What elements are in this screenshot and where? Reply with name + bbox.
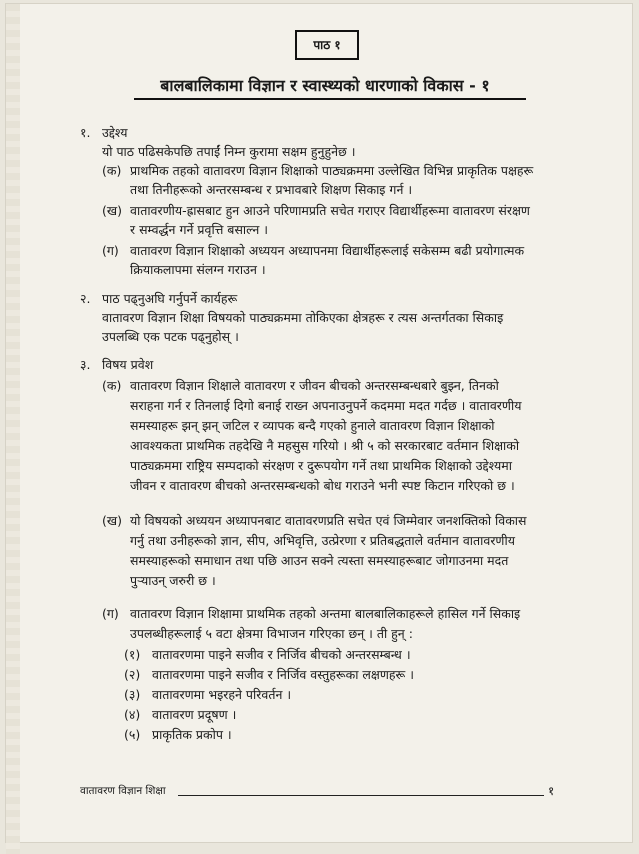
section-number: १. [80, 125, 91, 140]
learning-area-item: वातावरणमा पाइने सजीव र निर्जिव वस्तुहरूका लक्षणहरू । [152, 667, 414, 682]
paragraph-line: गर्नु तथा उनीहरूको ज्ञान, सीप, अभिवृत्ति, उत्प्रेरणा र प्रतिबद्धताले वर्तमान वातावरणीय [130, 533, 515, 548]
paragraph-line: आवश्यकता प्राथमिक तहदेखि नै महसुस गरियो । श्री ५ को सरकारबाट वर्तमान शिक्षाको [130, 438, 520, 453]
learning-area-item: प्राकृतिक प्रकोप । [152, 727, 232, 742]
area-marker: (४) [124, 707, 141, 722]
section-number: २. [80, 291, 91, 306]
learning-area-item: वातावरण प्रदूषण । [152, 707, 237, 722]
objective-text-line: तथा तिनीहरूको अन्तरसम्बन्ध र प्रभावबारे शिक्षण सिकाइ गर्न । [130, 182, 413, 197]
paragraph-line: वातावरण विज्ञान शिक्षाले वातावरण र जीवन बीचको अन्तरसम्बन्धबारे बुझ्न, तिनको [130, 378, 499, 393]
section-heading-pre-tasks: पाठ पढ्नुअघि गर्नुपर्ने कार्यहरू [102, 291, 238, 306]
area-marker: (१) [124, 647, 141, 662]
footer-subject-label: वातावरण विज्ञान शिक्षा [80, 785, 166, 797]
paragraph-line: समस्याहरू झन् झन् जटिल र व्यापक बन्दै गएको हुनाले वातावरण विज्ञान शिक्षाको [130, 418, 495, 433]
area-marker: (५) [124, 727, 141, 742]
objective-text-line: क्रियाकलापमा संलग्न गराउन । [130, 262, 266, 277]
learning-area-item: वातावरणमा भइरहने परिवर्तन । [152, 687, 292, 702]
paragraph-line: वातावरण विज्ञान शिक्षामा प्राथमिक तहको अन्तमा बालबालिकाहरूले हासिल गर्ने सिकाइ [130, 606, 521, 621]
lesson-number-box: पाठ १ [295, 30, 359, 60]
section-number: ३. [80, 357, 91, 372]
list-marker: (ग) [102, 606, 119, 621]
objectives-intro: यो पाठ पढिसकेपछि तपाईं निम्न कुरामा सक्षम हुनुहुनेछ । [102, 144, 356, 159]
title-underline [134, 98, 526, 100]
page-number: १ [548, 784, 555, 798]
objective-text-line: र सम्वर्द्धन गर्ने प्रवृत्ति बसाल्न । [130, 222, 269, 237]
paragraph-line: सराहना गर्न र तिनलाई दिगो बनाई राख्न अपनाउनुपर्ने कदममा मदत गर्दछ । वातावरणीय [130, 398, 522, 413]
section-heading-objectives: उद्देश्य [102, 125, 128, 140]
paragraph-line: समस्याहरूको समाधान तथा पछि आउन सक्ने त्यस्ता समस्याहरूबाट जोगाउनमा मदत [130, 553, 509, 568]
objective-text-line: वातावरण विज्ञान शिक्षाको अध्ययन अध्यापनमा विद्यार्थीहरूलाई सकेसम्म बढी प्रयोगात्मक [130, 243, 525, 258]
paragraph-line: पुऱ्याउन् जरुरी छ । [130, 573, 216, 588]
paragraph-line: वातावरण विज्ञान शिक्षा विषयको पाठ्यक्रममा तोकिएका क्षेत्रहरू र त्यस अन्तर्गतका सिकाइ [102, 310, 504, 325]
area-marker: (३) [124, 687, 141, 702]
section-heading-introduction: विषय प्रवेश [102, 357, 154, 372]
area-marker: (२) [124, 667, 141, 682]
torn-paper-edge [6, 4, 20, 854]
list-marker: (ग) [102, 243, 119, 258]
paragraph-line: जीवन र वातावरण बीचको अन्तरसम्बन्धको बोध गराउने भनी स्पष्ट किटान गरिएको छ । [130, 478, 515, 493]
list-marker: (क) [102, 378, 122, 393]
page-title: बालबालिकामा विज्ञान र स्वास्थ्यको धारणाको विकास - १ [160, 76, 490, 95]
list-marker: (क) [102, 163, 122, 178]
paragraph-line: पाठ्यक्रममा राष्ट्रिय सम्पदाको संरक्षण र दुरूपयोग गर्ने तथा प्राथमिक शिक्षाको उद्देश्यमा [130, 458, 512, 473]
list-marker: (ख) [102, 513, 122, 528]
objective-text-line: प्राथमिक तहको वातावरण विज्ञान शिक्षाको पाठ्यक्रममा उल्लेखित विभिन्न प्राकृतिक पक्षहरू [130, 163, 534, 178]
paragraph-line: यो विषयको अध्ययन अध्यापनबाट वातावरणप्रति सचेत एवं जिम्मेवार जनशक्तिको विकास [130, 513, 527, 528]
objective-text-line: वातावरणीय-ह्रासबाट हुन आउने परिणामप्रति सचेत गराएर विद्यार्थीहरूमा वातावरण संरक्षण [130, 203, 530, 218]
learning-area-item: वातावरणमा पाइने सजीव र निर्जिव बीचको अन्तरसम्बन्ध । [152, 647, 411, 662]
paragraph-line: उपलब्धि एक पटक पढ्नुहोस् । [102, 329, 239, 344]
list-marker: (ख) [102, 203, 122, 218]
footer-rule [178, 795, 544, 796]
paragraph-line: उपलब्धीहरूलाई ५ वटा क्षेत्रमा विभाजन गरिएका छन् । ती हुन् : [130, 626, 413, 641]
